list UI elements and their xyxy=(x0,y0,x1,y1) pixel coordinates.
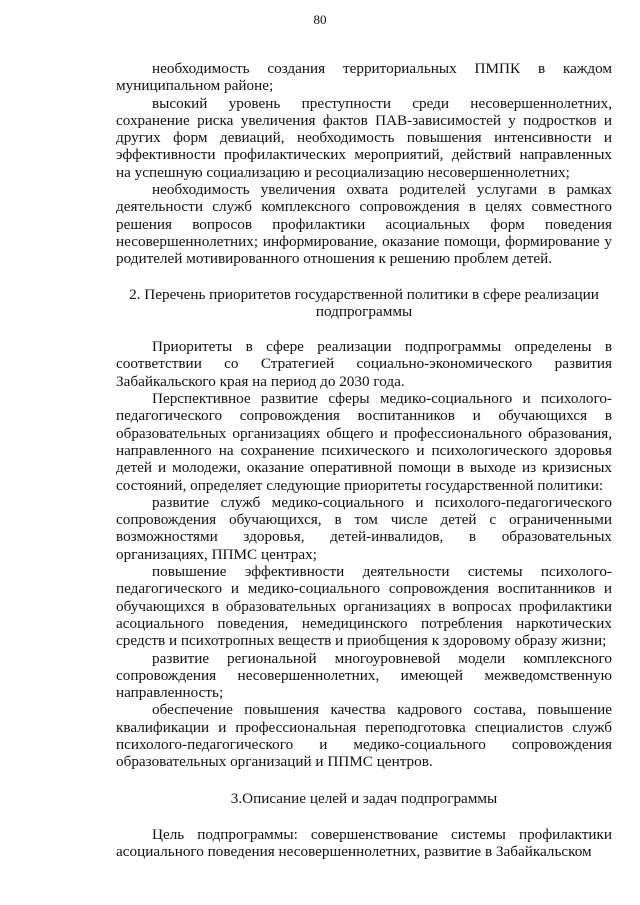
section-heading-3: 3.Описание целей и задач подпрограммы xyxy=(230,789,498,807)
section-heading-2: 2. Перечень приоритетов государственной политики в сфере реализации подпрограммы xyxy=(129,285,599,320)
paragraph: Приоритеты в сфере реализации подпрограммы определены в соответствии со Стратегией социально-экономического развития Забайкальского края на период до 2030 года. xyxy=(116,338,612,390)
paragraph: развитие региональной многоуровневой модели комплексного сопровождения несовершеннолетних, имеющей межведомственную направленность; xyxy=(116,649,612,702)
paragraph: повышение эффективности деятельности системы психолого-педагогического и медико-социального сопровождения воспитанников и обучающихся в образовательных организациях в вопросах профилактики асоциального поведения, немедицинского потребления наркотических средств и психотропных веществ и приобщения к здоровому образу жизни; xyxy=(116,563,612,650)
paragraph: развитие служб медико-социального и психолого-педагогического сопровождения обучающихся, в том числе детей с ограниченными возможностями здоровья, детей-инвалидов, в образовательных организациях, ППМС центрах; xyxy=(116,493,612,563)
paragraph: необходимость создания территориальных ПМПК в каждом муниципальном районе; xyxy=(116,60,612,95)
paragraph: обеспечение повышения качества кадрового состава, повышение квалификации и профессиональная переподготовка специалистов служб психолого-педагогического и медико-социального сопровождения образовательных организаций и ППМС центров. xyxy=(116,701,612,771)
page-number: 80 xyxy=(313,12,327,27)
page-content xyxy=(116,60,612,860)
paragraph: Перспективное развитие сферы медико-социального и психолого-педагогического сопровождения воспитанников и обучающихся в образовательных организациях общего и профессионального образования, направленного на сохранение психического и психологического здоровья детей и молодежи, оказание оперативной помощи в выходе из кризисных состояний, определяет следующие приоритеты государственной политики: xyxy=(116,390,612,494)
paragraph: Цель подпрограммы: совершенствование системы профилактики асоциального поведения несовершеннолетних, развитие в Забайкальском xyxy=(116,825,612,861)
paragraph: необходимость увеличения охвата родителей услугами в рамках деятельности служб комплексного сопровождения в целях совместного решения вопросов профилактики асоциальных форм поведения несовершеннолетних; информирование, оказание помощи, формирование у родителей мотивированного отношения к решению проблем детей. xyxy=(116,181,612,268)
paragraph: высокий уровень преступности среди несовершеннолетних, сохранение риска увеличения фактов ПАВ-зависимостей у подростков и других форм девиаций, необходимость повышения интенсивности и эффективности профилактических мероприятий, действий направленных на успешную социализацию и ресоциализацию несовершеннолетних; xyxy=(116,94,612,181)
